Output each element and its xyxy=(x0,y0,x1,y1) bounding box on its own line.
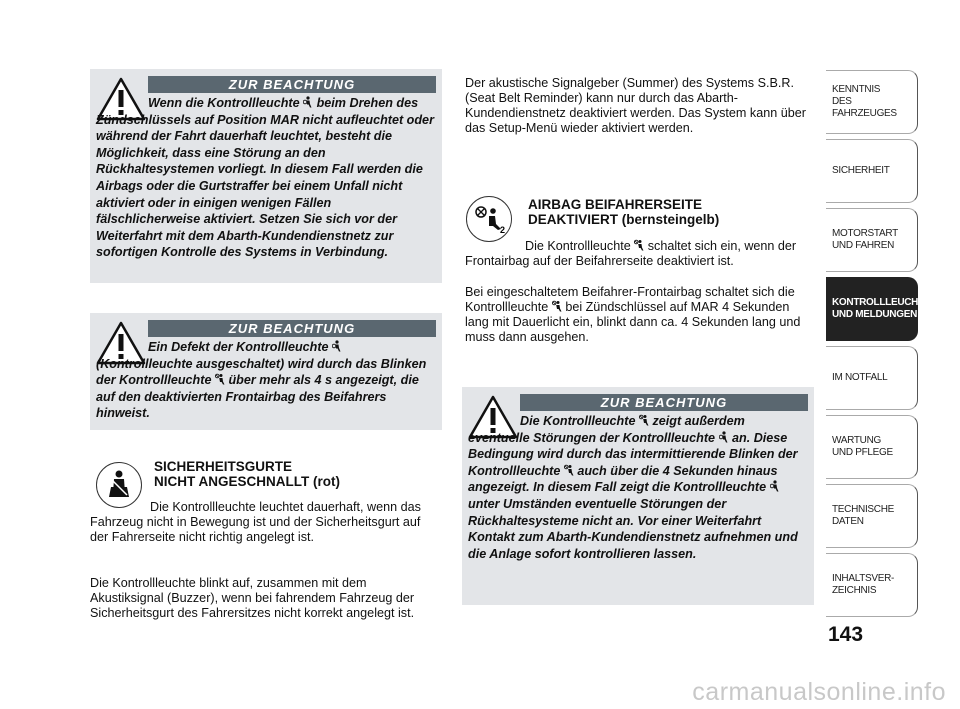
tab-wartung[interactable]: WARTUNG UND PFLEGE xyxy=(826,415,918,479)
warning-text: Wenn die Kontrollleuchte beim Drehen des Zündschlüssels auf Position MAR nicht aufleuchtet oder während der Fahrt dauerhaft leuchtet, besteht die Möglichkeit, dass eine Störung an den Rückhaltesystemen vorliegt. In diesem Fall werden die Airbags oder die Gurtstraffer bei einem Unfall nicht aktiviert oder in einigen wenigen Fällen fälschlicherweise aktiviert. Setzen Sie sich vor der Weiterfahrt mit dem Abarth-Kundendienstnetz zur sofortigen Kontrolle des Systems in Verbindung. xyxy=(96,96,434,260)
warning-banner: ZUR BEACHTUNG xyxy=(148,76,436,93)
warning-banner: ZUR BEACHTUNG xyxy=(148,320,436,337)
airbag-off-icon xyxy=(639,414,649,426)
airbag-light-icon xyxy=(332,340,342,352)
tab-technische-daten[interactable]: TECHNISCHE DATEN xyxy=(826,484,918,548)
warning-text: Die Kontrollleuchte zeigt außerdem eventuelle Störungen der Kontrollleuchte an. Diese Bedingung wird durch das intermittierende Blinken der Kontrollleuchte auch über die 4 Sekunden hinaus angezeigt. In diesem Fall zeigt die Kontrollleuchte unter Umständen eventuelle Störungen der Rückhaltesysteme nicht an. Vor einer Weiterfahrt Kontakt zum Abarth-Kundendienstnetz aufnehmen und die Anlage sofort kontrollieren lassen. xyxy=(468,414,798,561)
tab-sicherheit[interactable]: SICHERHEIT xyxy=(826,139,918,203)
warning-box-1 xyxy=(90,69,442,283)
seatbelt-paragraph-1: Die Kontrollleuchte leuchtet dauerhaft, wenn das Fahrzeug nicht in Bewegung ist und der Sicherheitsgurt auf der Fahrerseite nicht richtig angelegt ist. xyxy=(90,500,421,544)
airbag-light-icon xyxy=(719,431,729,443)
airbag-off-icon xyxy=(634,239,644,251)
page-number: 143 xyxy=(828,623,864,646)
svg-text:2: 2 xyxy=(500,225,506,235)
airbag-off-icon xyxy=(215,373,225,385)
airbag-paragraph-1: Die Kontrollleuchte schaltet sich ein, wenn der Frontairbag auf der Beifahrerseite deaktiviert ist. xyxy=(465,239,797,268)
intro-paragraph: Der akustische Signalgeber (Summer) des Systems S.B.R. (Seat Belt Reminder) kann nur durch das Abarth-Kundendienstnetz deaktiviert werden. Das System kann über das Setup-Menü wieder aktiviert werden. xyxy=(465,76,806,135)
warning-banner: ZUR BEACHTUNG xyxy=(520,394,808,411)
tab-kenntnis[interactable]: KENNTNIS DES FAHRZEUGES xyxy=(826,70,918,134)
airbag-paragraph-2: Bei eingeschaltetem Beifahrer-Frontairbag schaltet sich die Kontrollleuchte bei Zündschlüssel auf MAR 4 Sekunden lang mit Dauerlicht ein, blinkt dann ca. 4 Sekunden lang und muss dann ausgehen. xyxy=(465,285,801,344)
airbag-light-icon xyxy=(303,96,313,108)
warning-box-3 xyxy=(462,387,814,605)
airbag-light-icon xyxy=(770,480,780,492)
tab-im-notfall[interactable]: IM NOTFALL xyxy=(826,346,918,410)
airbag-off-icon xyxy=(466,196,512,242)
warning-box-2 xyxy=(90,313,442,430)
airbag-off-icon xyxy=(564,464,574,476)
airbag-heading: AIRBAG BEIFAHRERSEITE DEAKTIVIERT (bernsteingelb) xyxy=(528,197,720,227)
seatbelt-heading: SICHERHEITSGURTE NICHT ANGESCHNALLT (rot) xyxy=(154,459,340,489)
airbag-off-icon xyxy=(552,300,562,312)
seatbelt-paragraph-2: Die Kontrollleuchte blinkt auf, zusammen mit dem Akustiksignal (Buzzer), wenn bei fahrendem Fahrzeug der Sicherheitsgurt des Fahrersitzes nicht korrekt angelegt ist. xyxy=(90,576,415,620)
tab-motorstart[interactable]: MOTORSTART UND FAHREN xyxy=(826,208,918,272)
tab-inhaltsverzeichnis[interactable]: INHALTSVER- ZEICHNIS xyxy=(826,553,918,617)
warning-text: Ein Defekt der Kontrollleuchte (Kontrollleuchte ausgeschaltet) wird durch das Blinken der Kontrollleuchte über mehr als 4 s angezeigt, die auf den deaktivierten Frontairbag des Beifahrers hinweist. xyxy=(96,340,427,421)
tab-kontrollleuchten[interactable]: KONTROLLLEUCHTEN UND MELDUNGEN xyxy=(826,277,918,341)
watermark: carmanualsonline.info xyxy=(692,678,946,706)
